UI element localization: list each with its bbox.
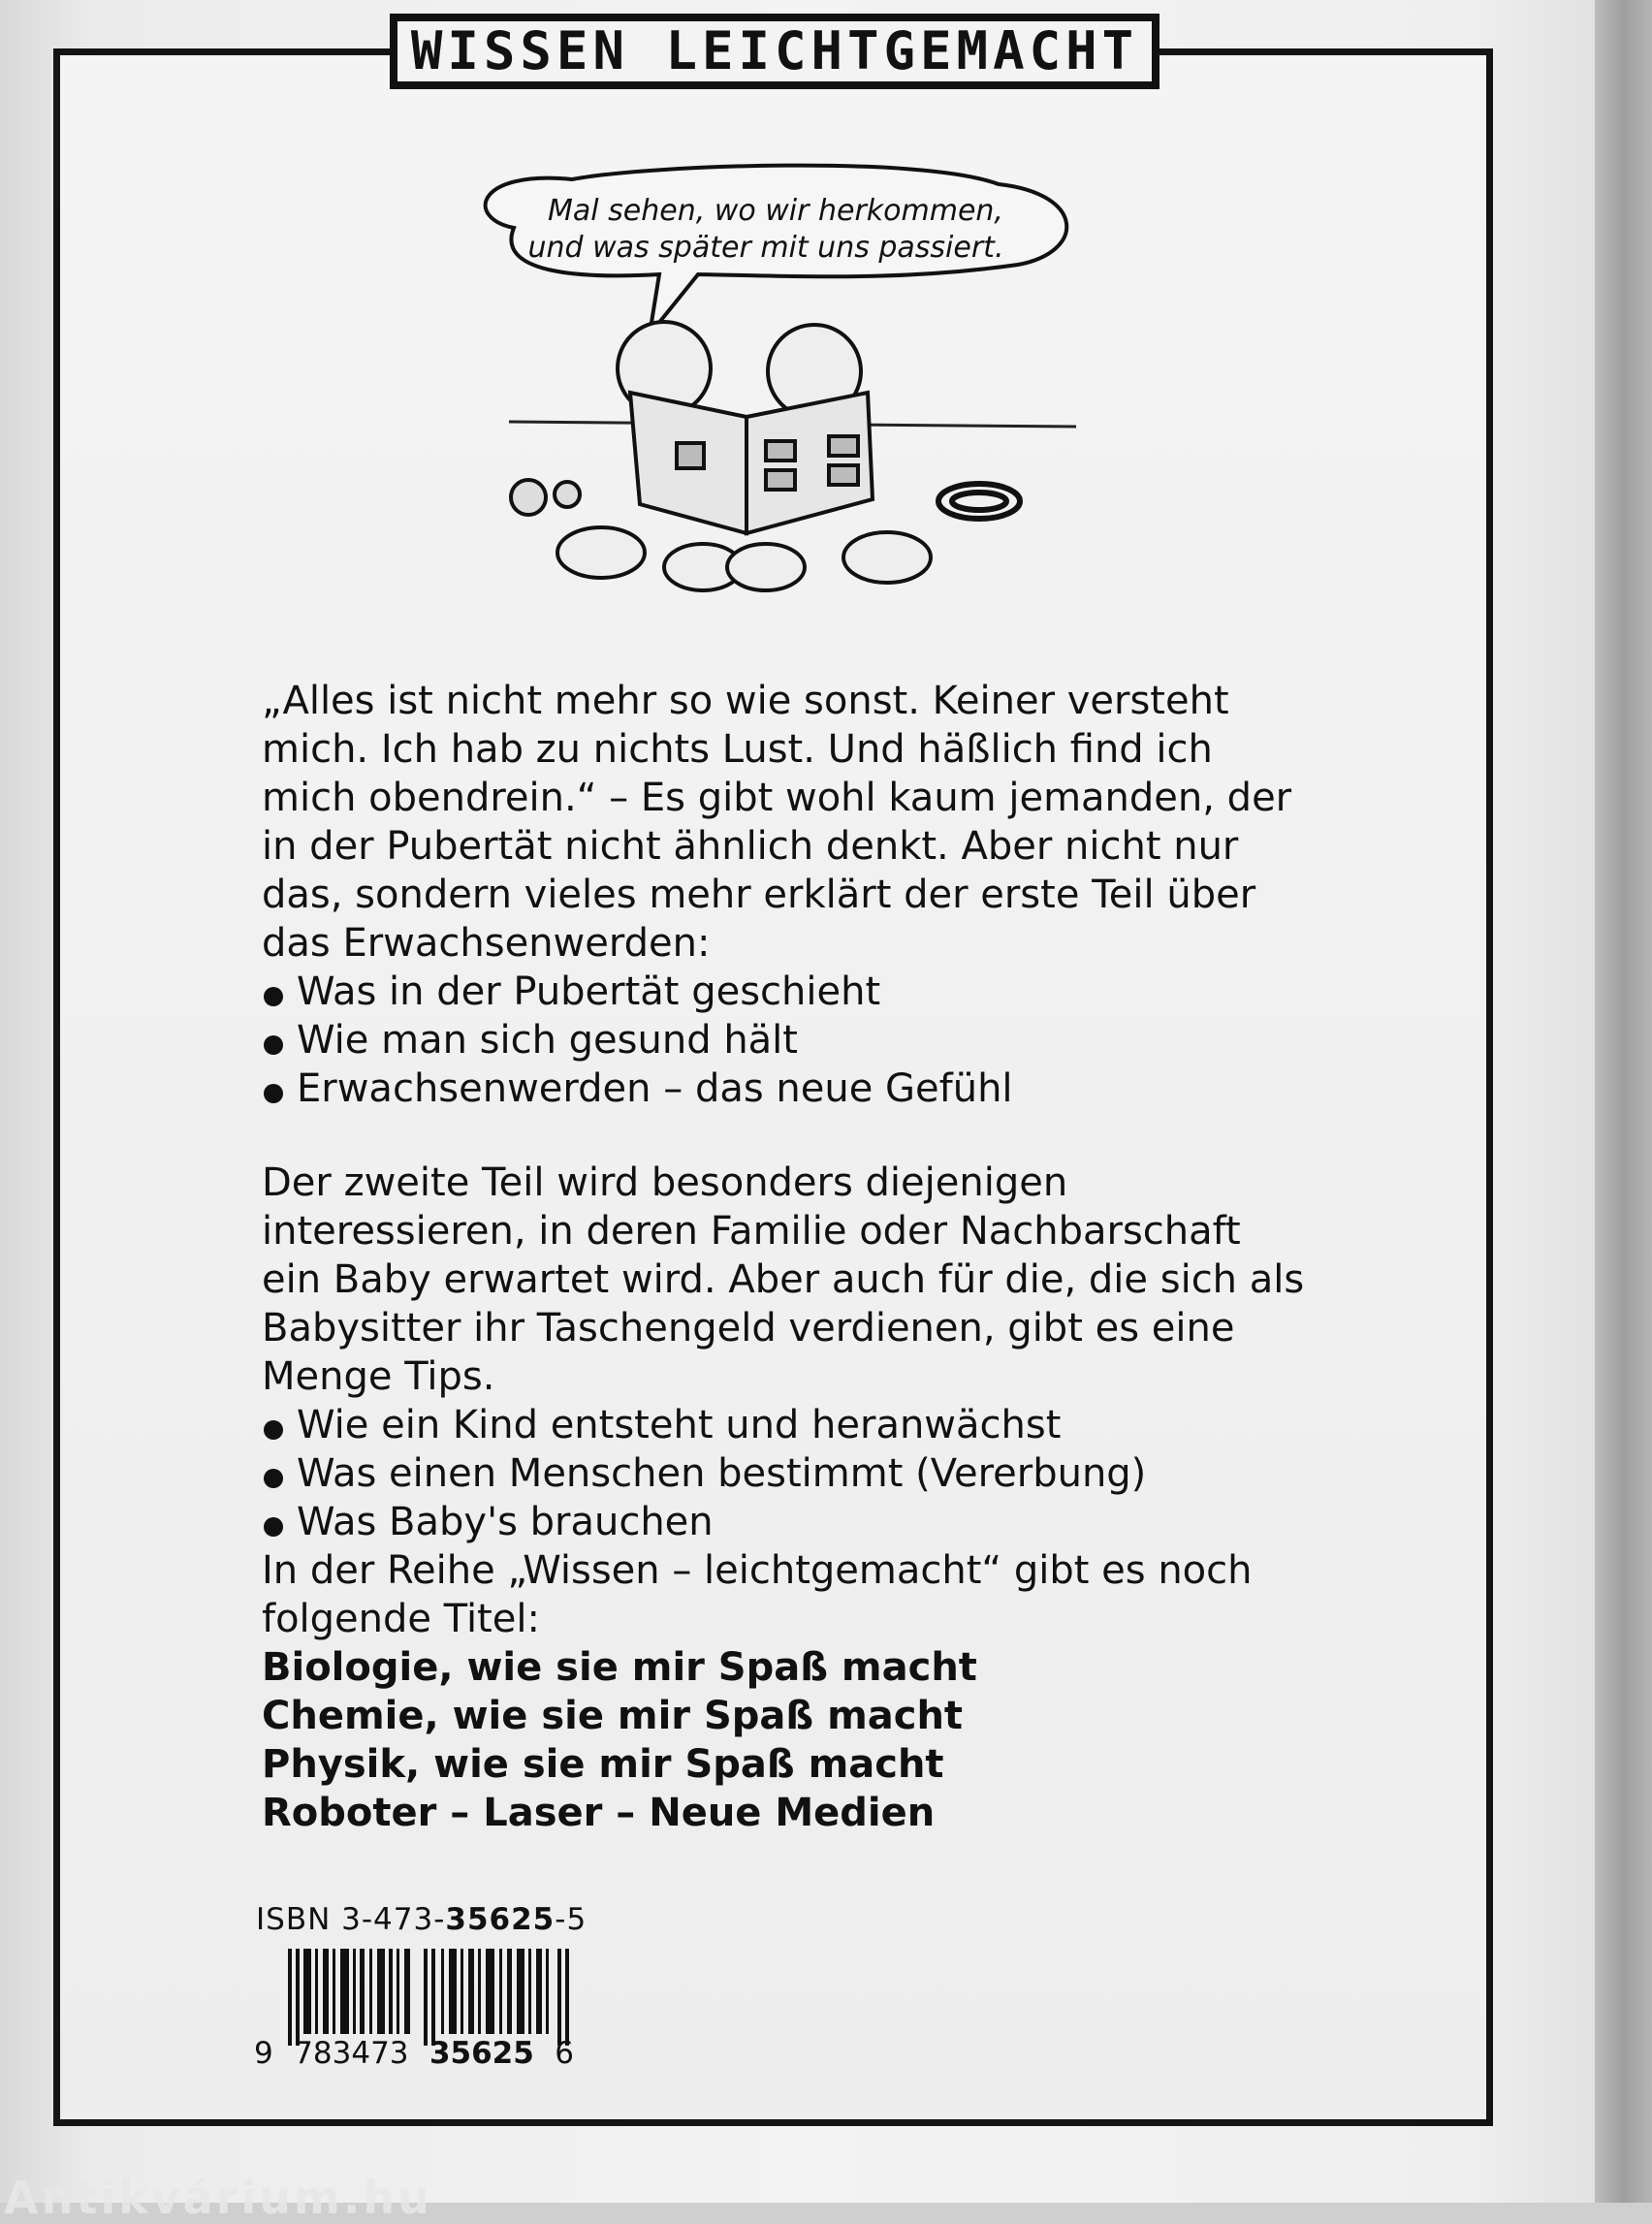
teething-ring-icon xyxy=(938,484,1020,519)
list-item: Physik, wie sie mir Spaß macht xyxy=(262,1742,944,1787)
isbn-bold: 35625 xyxy=(445,1902,556,1937)
book-icon xyxy=(630,393,873,533)
list-item: Was Baby's brauchen xyxy=(262,1498,1309,1546)
barcode-digit-last: 6 xyxy=(555,2036,574,2071)
isbn-line xyxy=(256,1902,587,1937)
book-edge xyxy=(1595,0,1652,2203)
blurb-part-1 xyxy=(262,677,1309,1113)
list-item: Was einen Menschen bestimmt (Vererbung) xyxy=(262,1449,1309,1498)
list-item: Was in der Pubertät geschieht xyxy=(262,968,1309,1016)
list-item: Wie ein Kind entsteht und heranwächst xyxy=(262,1401,1309,1449)
list-item: Chemie, wie sie mir Spaß macht xyxy=(262,1694,964,1738)
series-intro: In der Reihe „Wissen – leichtgemacht“ gibt es noch folgende Titel: xyxy=(262,1548,1253,1641)
series-banner xyxy=(390,14,1160,89)
speech-bubble xyxy=(486,166,1067,334)
barcode-digit-first: 9 xyxy=(254,2036,273,2071)
list-item: Wie man sich gesund hält xyxy=(262,1016,1309,1064)
babies-reading-illustration xyxy=(456,160,1096,606)
barcode-digits-left: 783473 xyxy=(294,2036,409,2071)
series-title: WISSEN LEICHTGEMACHT xyxy=(397,21,1152,81)
blurb-intro: „Alles ist nicht mehr so wie sonst. Keiner versteht mich. Ich hab zu nichts Lust. Und häßlich find ich mich obendrein.“ – Es gibt wohl kaum jemanden, der in der Pubertät nicht ähnlich denkt. Aber nicht nur das, sondern vieles mehr erklärt der erste Teil über das Erwachsenwerden: xyxy=(262,679,1292,966)
watermark: Antikvárium.hu xyxy=(4,2172,432,2224)
blurb-part-2 xyxy=(262,1159,1309,1546)
part2-bullet-list xyxy=(262,1401,1309,1546)
isbn-suffix: -5 xyxy=(555,1902,588,1937)
speech-line-2: und was später mit uns passiert. xyxy=(527,231,1004,265)
part2-intro: Der zweite Teil wird besonders diejenigen interessieren, in deren Familie oder Nachbarschaft ein Baby erwartet wird. Aber auch für die, die sich als Babysitter ihr Taschengeld verdienen, gibt es eine Menge Tips. xyxy=(262,1160,1305,1399)
barcode-digits xyxy=(254,2036,574,2071)
list-item: Roboter – Laser – Neue Medien xyxy=(262,1791,936,1835)
isbn-prefix: ISBN 3-473- xyxy=(256,1902,446,1937)
series-section xyxy=(262,1546,1309,1837)
part1-bullet-list xyxy=(262,968,1309,1113)
speech-line-1: Mal sehen, wo wir herkommen, xyxy=(548,194,1003,228)
list-item: Biologie, wie sie mir Spaß macht xyxy=(262,1645,977,1690)
barcode xyxy=(288,1949,569,2046)
rattle-icon xyxy=(511,480,580,515)
series-title-list xyxy=(262,1643,1309,1837)
list-item: Erwachsenwerden – das neue Gefühl xyxy=(262,1064,1309,1113)
barcode-digits-bold: 35625 xyxy=(429,2036,534,2071)
